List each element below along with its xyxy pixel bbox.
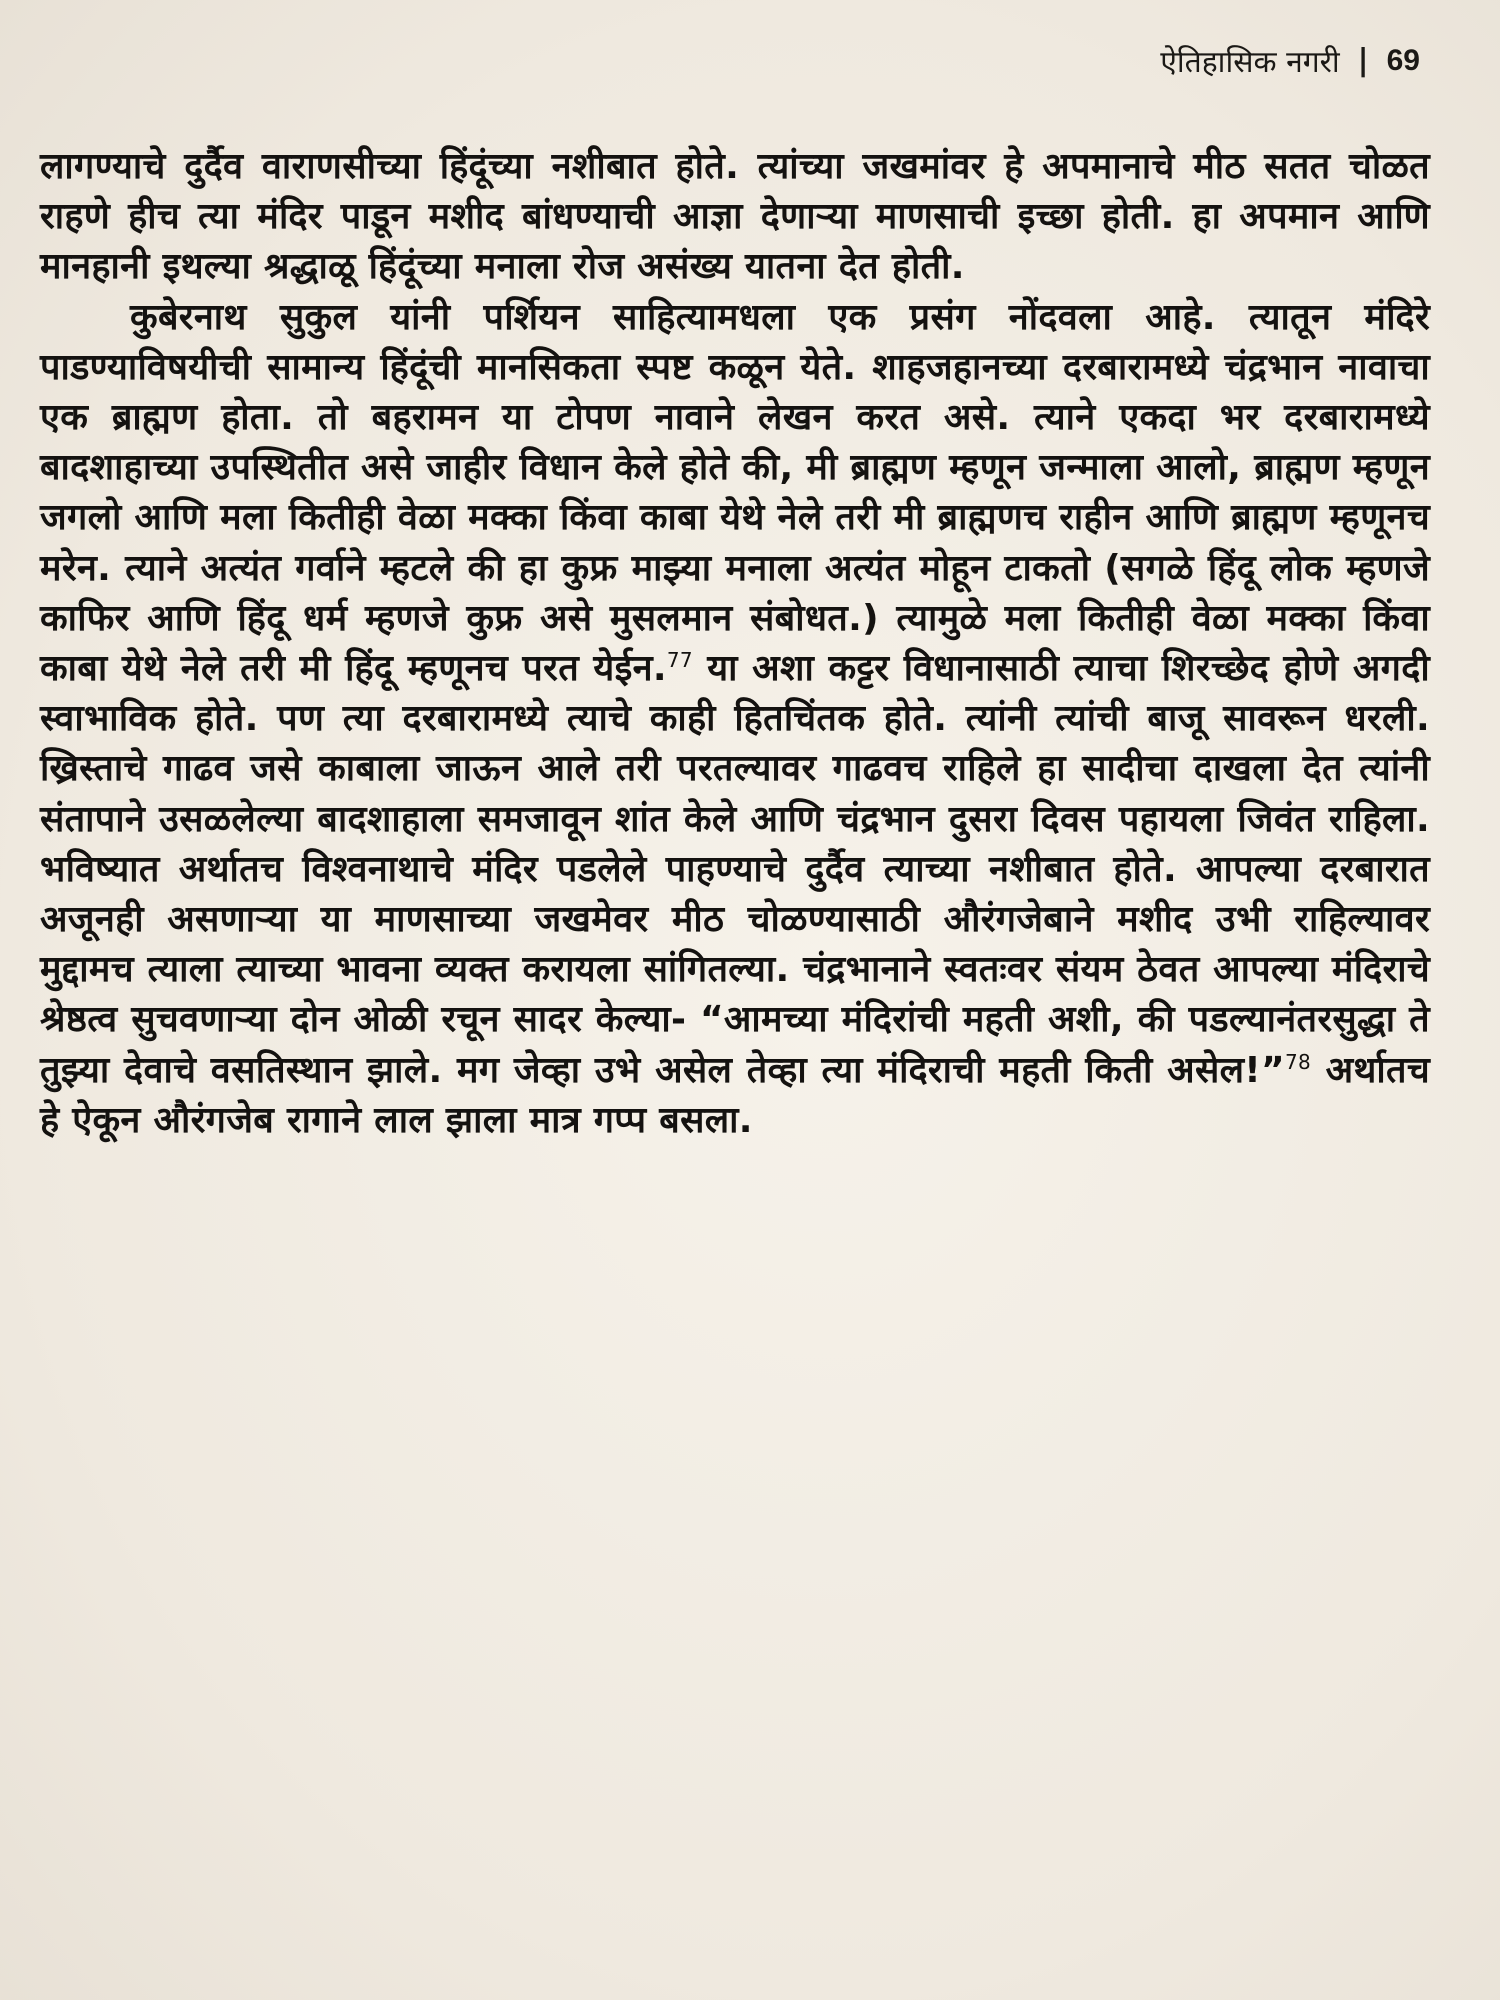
page-number: 69 bbox=[1386, 43, 1420, 77]
paragraph-2-part-1: कुबेरनाथ सुकुल यांनी पर्शियन साहित्यामधला एक प्रसंग नोंदवला आहे. त्यातून मंदिरे पाडण्याविषयीची सामान्य हिंदूंची मानसिकता स्पष्ट कळून येते. शाहजहानच्या दरबारामध्ये चंद्रभान नावाचा एक ब्राह्मण होता. तो बहरामन या टोपण नावाने लेखन करत असे. त्याने एकदा भर दरबारामध्ये बादशाहाच्या उपस्थितीत असे जाहीर विधान केले होते की, मी ब्राह्मण म्हणून जन्माला आलो, ब्राह्मण म्हणून जगलो आणि मला कितीही वेळा मक्का किंवा काबा येथे नेले तरी मी ब्राह्मणच राहीन आणि ब्राह्मण म्हणूनच मरेन. त्याने अत्यंत गर्वाने म्हटले की हा कुफ्र माझ्या मनाला अत्यंत मोहून टाकतो (सगळे हिंदू लोक म्हणजे काफिर आणि हिंदू धर्म म्हणजे कुफ्र असे मुसलमान संबोधत.) त्यामुळे मला कितीही वेळा मक्का किंवा काबा येथे नेले तरी मी हिंदू म्हणूनच परत येईन. bbox=[40, 296, 1430, 690]
running-header bbox=[1160, 40, 1420, 81]
header-separator: | bbox=[1357, 43, 1369, 78]
running-title: ऐतिहासिक नगरी bbox=[1160, 45, 1340, 80]
paragraph-2-part-2: या अशा कट्टर विधानासाठी त्याचा शिरच्छेद होणे अगदी स्वाभाविक होते. पण त्या दरबारामध्ये त्याचे काही हितचिंतक होते. त्यांनी त्यांची बाजू सावरून धरली. ख्रिस्ताचे गाढव जसे काबाला जाऊन आले तरी परतल्यावर गाढवच राहिले हा सादीचा दाखला देत त्यांनी संतापाने उसळलेल्या बादशाहाला समजावून शांत केले आणि चंद्रभान दुसरा दिवस पहायला जिवंत राहिला. भविष्यात अर्थातच विश्वनाथाचे मंदिर पडलेले पाहण्याचे दुर्दैव त्याच्या नशीबात होते. आपल्या दरबारात अजूनही असणाऱ्या या माणसाच्या जखमेवर मीठ चोळण्यासाठी औरंगजेबाने मशीद उभी राहिल्यावर मुद्दामच त्याला त्याच्या भावना व्यक्त करायला सांगितल्या. चंद्रभानाने स्वतःवर संयम ठेवत आपल्या मंदिराचे श्रेष्ठत्व सुचवणाऱ्या दोन ओळी रचून सादर केल्या- “आमच्या मंदिरांची महती अशी, की पडल्यानंतरसुद्धा ते तुझ्या देवाचे वसतिस्थान झाले. मग जेव्हा उभे असेल तेव्हा त्या मंदिराची महती किती असेल!” bbox=[40, 648, 1430, 1091]
body-text bbox=[40, 142, 1430, 1146]
paragraph-2-part-3: अर्थातच हे ऐकून औरंगजेब रागाने लाल झाला मात्र गप्प बसला. bbox=[40, 1049, 1430, 1141]
footnote-ref-77: 77 bbox=[666, 648, 693, 673]
paragraph-1: लागण्याचे दुर्दैव वाराणसीच्या हिंदूंच्या नशीबात होते. त्यांच्या जखमांवर हे अपमानाचे मीठ सतत चोळत राहणे हीच त्या मंदिर पाडून मशीद बांधण्याची आज्ञा देणाऱ्या माणसाची इच्छा होती. हा अपमान आणि मानहानी इथल्या श्रद्धाळू हिंदूंच्या मनाला रोज असंख्य यातना देत होती. bbox=[40, 146, 1430, 288]
footnote-ref-78: 78 bbox=[1284, 1049, 1312, 1074]
paragraph-2 bbox=[40, 293, 1430, 1146]
